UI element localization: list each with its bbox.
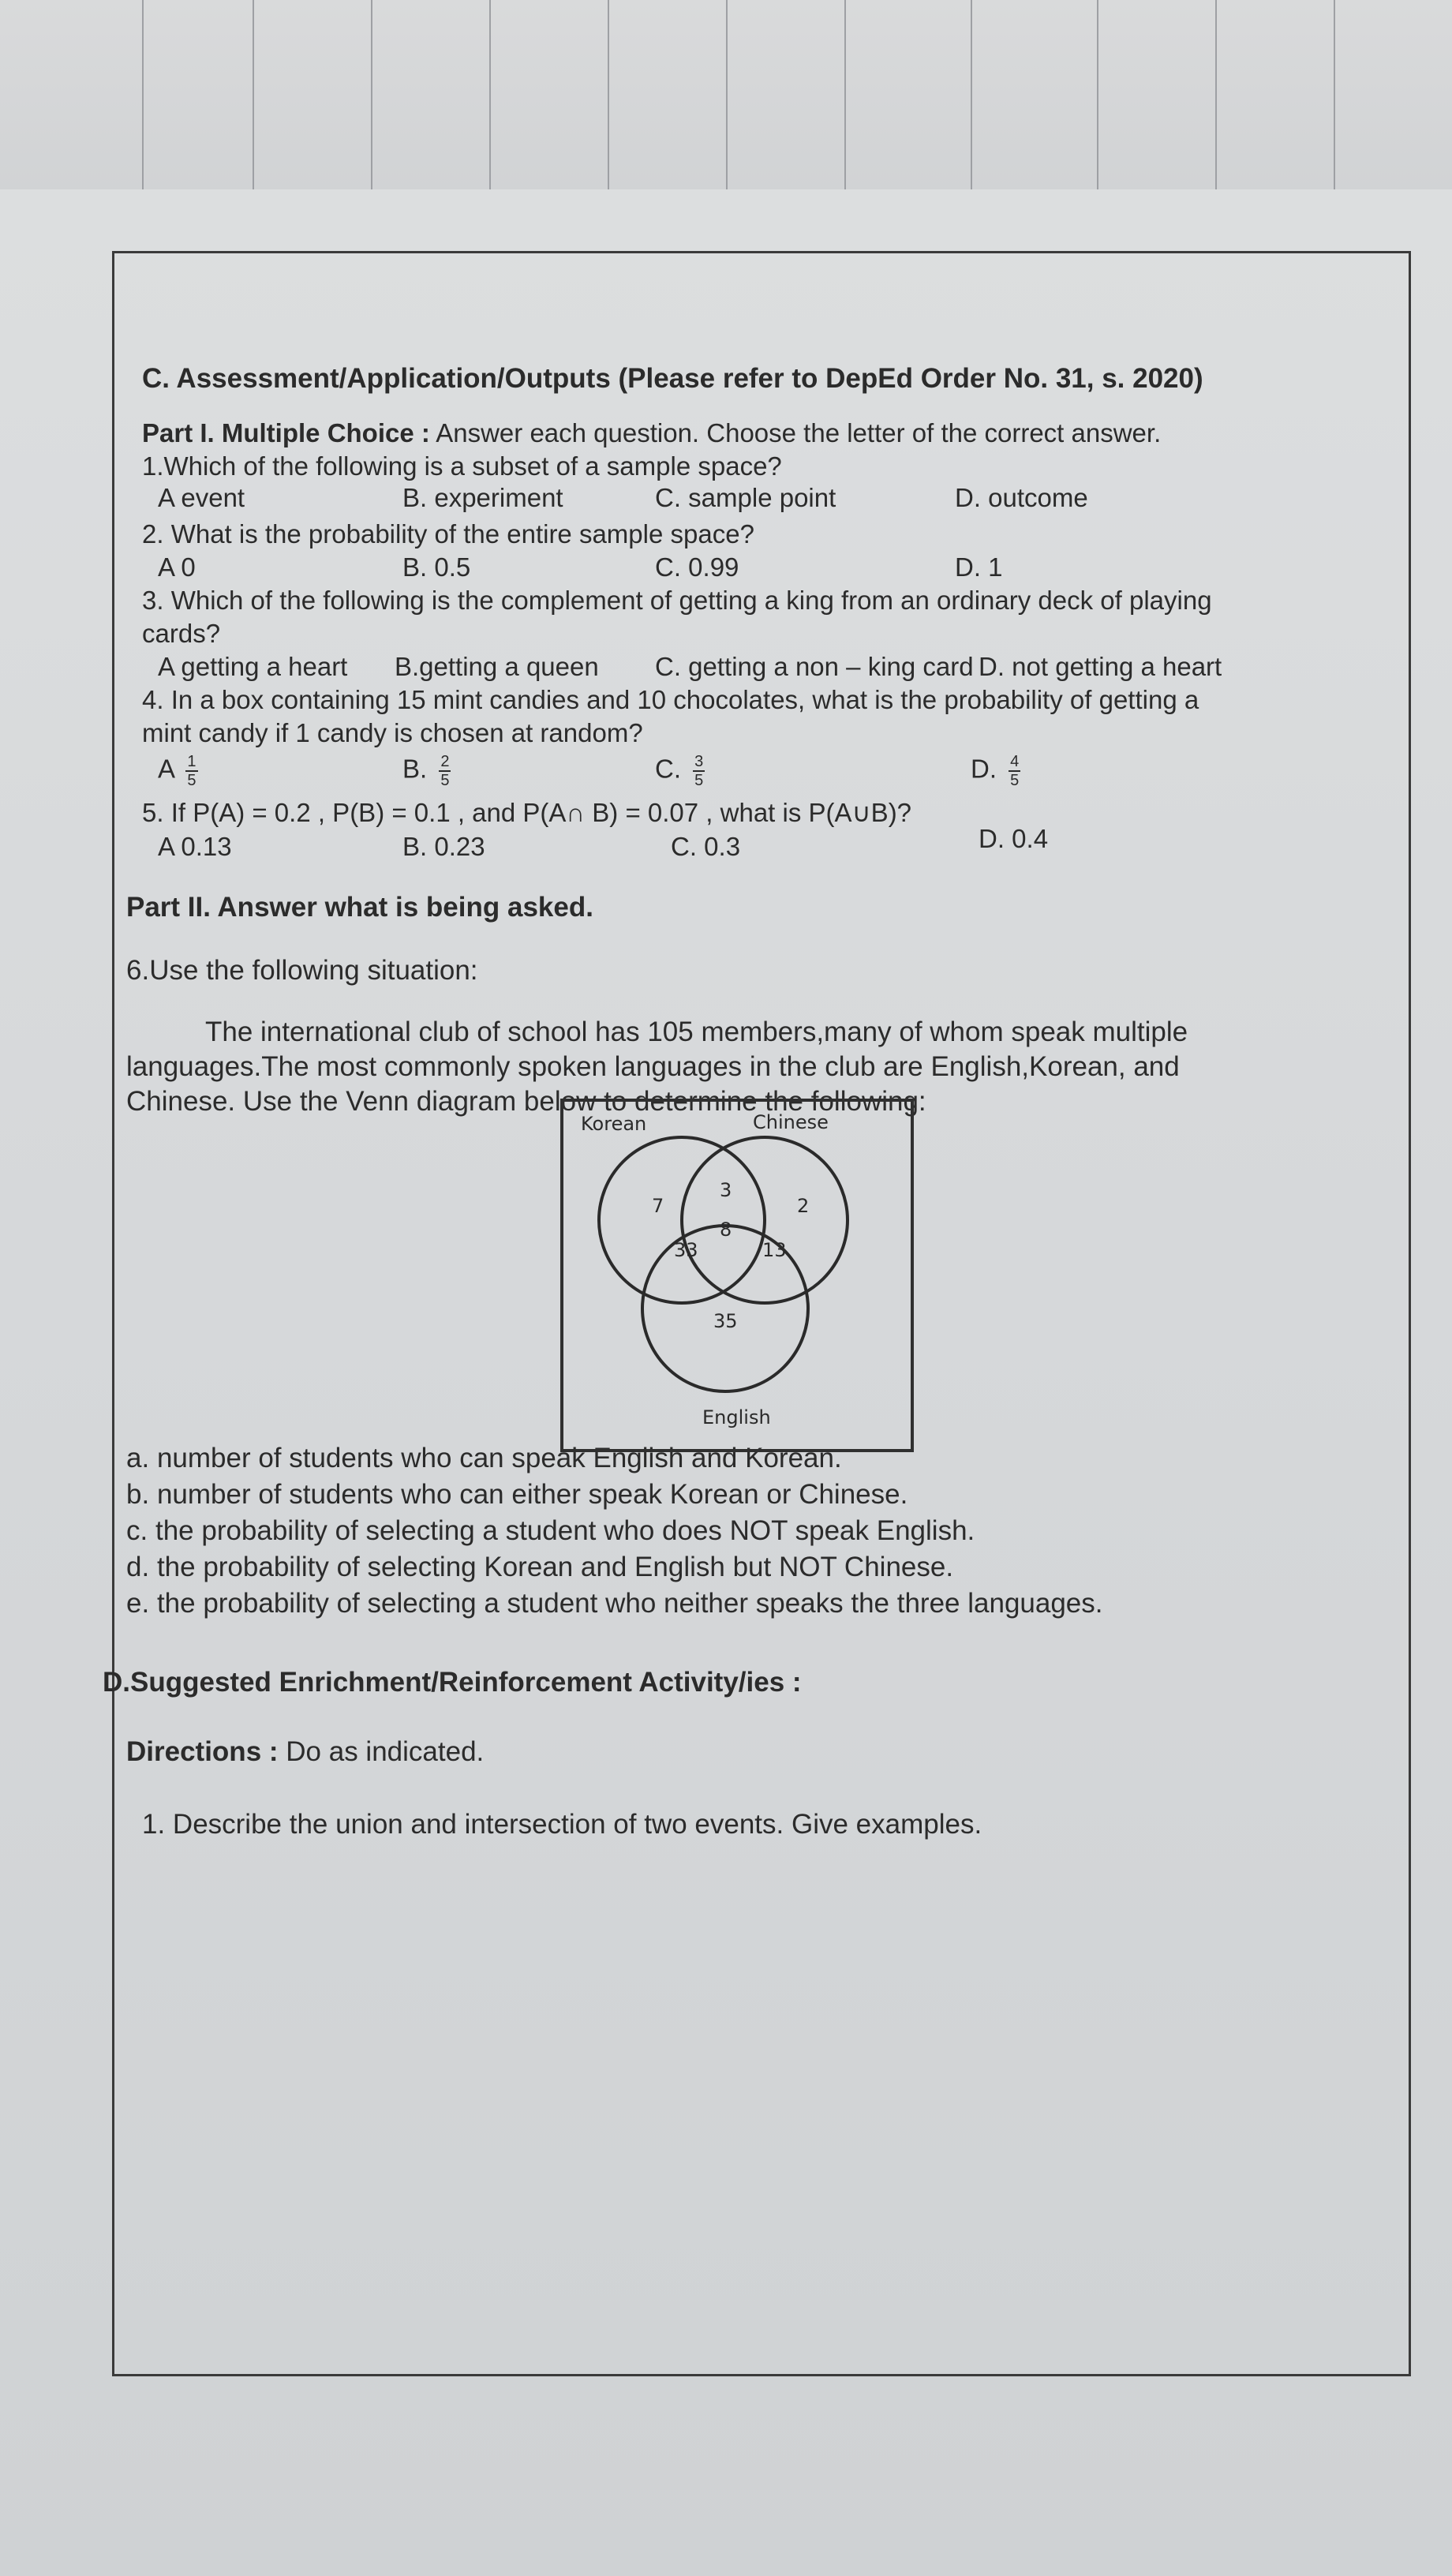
question-1: 1.Which of the following is a subset of a sample space? <box>142 451 782 481</box>
question-3: 3. Which of the following is the complement of getting a king from an ordinary deck of playing <box>142 586 1212 615</box>
venn-chinese-english: 13 <box>762 1239 787 1261</box>
q1-choice-a: A event <box>158 483 245 512</box>
item-c-text: the probability of selecting a student who does NOT speak English. <box>155 1515 975 1546</box>
question-6: 6.Use the following situation: <box>126 955 478 986</box>
q4-choice-c-label: C. <box>655 754 681 784</box>
q4-choice-a-fraction <box>185 753 197 789</box>
venn-label-english: English <box>702 1406 771 1428</box>
q3-choice-b: B.getting a queen <box>395 652 599 681</box>
q3-choice-a: A getting a heart <box>158 652 348 681</box>
venn-all-three: 8 <box>720 1219 732 1241</box>
part1-title: Part I. Multiple Choice : <box>142 418 430 447</box>
item-a-text: number of students who can speak English and Korean. <box>156 1443 842 1473</box>
situation-line-2: languages.The most commonly spoken languages in the club are English,Korean, and <box>126 1051 1180 1082</box>
numerator: 1 <box>187 753 196 770</box>
q5-choice-d: D. 0.4 <box>979 824 1049 853</box>
item-e-text: the probability of selecting a student who neither speaks the three languages. <box>156 1588 1103 1619</box>
directions <box>126 1736 484 1768</box>
venn-korean-only: 7 <box>652 1195 664 1217</box>
denominator: 5 <box>187 772 196 789</box>
q4-choice-b <box>402 753 451 789</box>
question-2: 2. What is the probability of the entire sample space? <box>142 519 754 549</box>
question-4-cont: mint candy if 1 candy is chosen at random? <box>142 718 643 747</box>
numerator: 2 <box>440 753 450 770</box>
directions-text: Do as indicated. <box>286 1736 485 1767</box>
item-d <box>126 1552 953 1583</box>
border-top <box>114 251 1409 253</box>
q4-choice-a-label: A <box>158 754 174 784</box>
item-c-letter: c. <box>126 1515 148 1546</box>
q1-choice-c: C. sample point <box>655 483 836 512</box>
question-4: 4. In a box containing 15 mint candies and 10 chocolates, what is the probability of getting a <box>142 685 1199 714</box>
item-b-text: number of students who can either speak Korean or Chinese. <box>156 1479 908 1510</box>
item-c <box>126 1515 975 1547</box>
q1-choice-b: B. experiment <box>402 483 563 512</box>
venn-chinese-only: 2 <box>797 1195 810 1217</box>
enrichment-item-1: 1. Describe the union and intersection of two events. Give examples. <box>142 1809 982 1840</box>
item-b <box>126 1479 908 1511</box>
q4-choice-c-fraction <box>693 753 705 789</box>
q4-choice-d-fraction <box>1009 753 1020 789</box>
q4-choice-b-fraction <box>439 753 451 789</box>
venn-svg <box>563 1102 904 1443</box>
q5-choice-b: B. 0.23 <box>402 832 485 861</box>
item-e <box>126 1588 1103 1619</box>
item-b-letter: b. <box>126 1479 150 1510</box>
numerator: 4 <box>1010 753 1020 770</box>
q1-choice-d: D. outcome <box>955 483 1088 512</box>
situation-line-3: Chinese. Use the Venn diagram below to determine the following: <box>126 1086 926 1117</box>
situation-line-1: The international club of school has 105 members,many of whom speak multiple <box>205 1017 1188 1047</box>
q3-choice-d: D. not getting a heart <box>979 652 1222 681</box>
denominator: 5 <box>1010 772 1020 789</box>
venn-diagram <box>560 1099 914 1452</box>
item-a-letter: a. <box>126 1443 150 1473</box>
section-heading: C. Assessment/Application/Outputs (Please refer to DepEd Order No. 31, s. 2020) <box>142 363 1203 394</box>
part2-title: Part II. Answer what is being asked. <box>126 892 593 923</box>
denominator: 5 <box>440 772 450 789</box>
partD-title: D.Suggested Enrichment/Reinforcement Activity/ies : <box>103 1667 802 1698</box>
venn-korean-english: 33 <box>674 1239 698 1261</box>
item-e-letter: e. <box>126 1588 150 1619</box>
q2-choice-c: C. 0.99 <box>655 552 739 582</box>
q4-choice-d <box>971 753 1020 789</box>
venn-english-only: 35 <box>713 1310 738 1332</box>
venn-label-chinese: Chinese <box>753 1111 829 1133</box>
q4-choice-c <box>655 753 705 789</box>
q5-choice-a: A 0.13 <box>158 832 232 861</box>
question-5: 5. If P(A) = 0.2 , P(B) = 0.1 , and P(A∩ B) = 0.07 , what is P(A∪B)? <box>142 798 912 827</box>
numerator: 3 <box>694 753 704 770</box>
q4-choice-d-label: D. <box>971 754 997 784</box>
q2-choice-b: B. 0.5 <box>402 552 471 582</box>
q3-choice-c: C. getting a non – king card <box>655 652 974 681</box>
item-d-text: the probability of selecting Korean and English but NOT Chinese. <box>156 1552 954 1582</box>
q2-choice-d: D. 1 <box>955 552 1003 582</box>
part1-instruction: Answer each question. Choose the letter of the correct answer. <box>436 418 1162 447</box>
question-3-cont: cards? <box>142 619 221 648</box>
q5-choice-c: C. 0.3 <box>671 832 741 861</box>
q2-choice-a: A 0 <box>158 552 196 582</box>
venn-label-korean: Korean <box>581 1113 647 1135</box>
directions-label: Directions : <box>126 1736 279 1767</box>
item-d-letter: d. <box>126 1552 150 1582</box>
denominator: 5 <box>694 772 704 789</box>
q4-choice-b-label: B. <box>402 754 428 784</box>
q4-choice-a <box>158 753 198 789</box>
part1-header <box>142 418 1161 448</box>
venn-korean-chinese: 3 <box>720 1179 732 1201</box>
